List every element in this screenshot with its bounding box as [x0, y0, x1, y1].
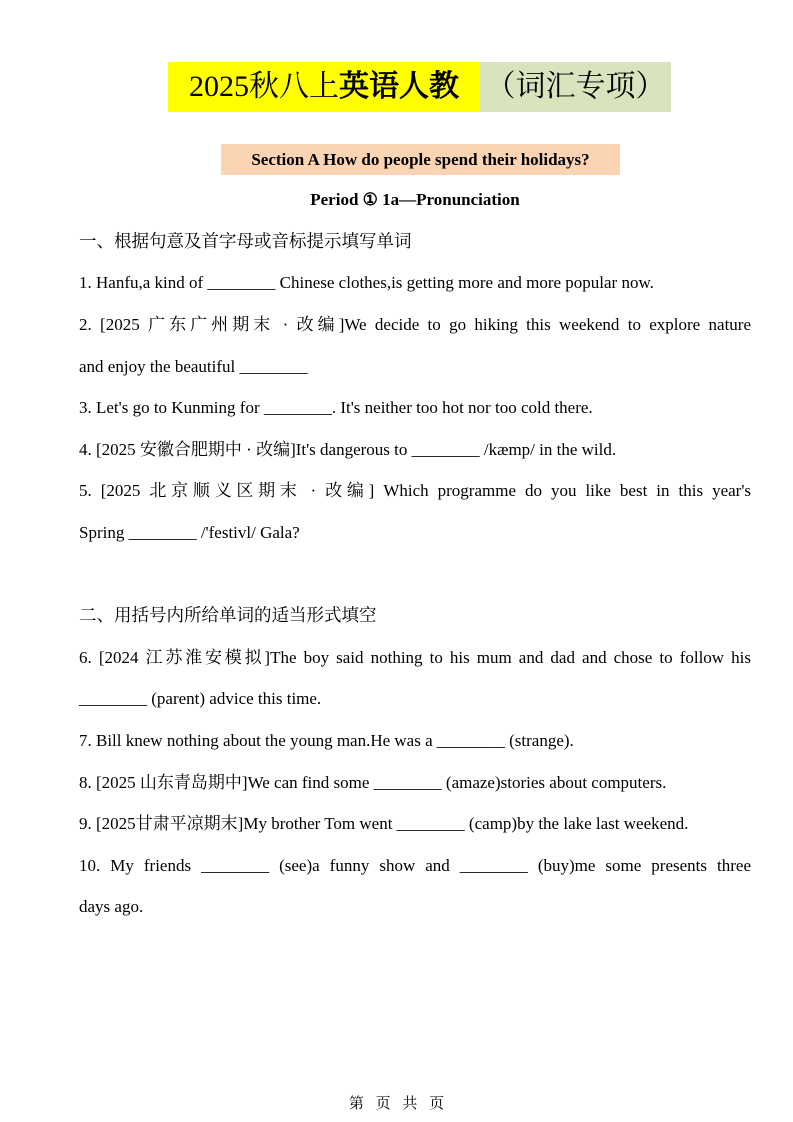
part-1-heading: 一、根据句意及首字母或音标提示填写单词 — [79, 230, 412, 251]
question-6-line-2: ________ (parent) advice this time. — [79, 689, 322, 709]
question-9-line-1: 9. [2025甘肃平凉期末]My brother Tom went ________ (camp)by the lake last weekend. — [79, 814, 689, 834]
question-2-line-1: 2. [2025 广东广州期末 · 改编]We decide to go hiking this weekend to explore nature — [79, 314, 751, 334]
question-7-line-1: 7. Bill knew nothing about the young man.He was a ________ (strange). — [79, 730, 574, 750]
question-8 — [79, 762, 751, 804]
question-5-line-2: Spring ________ /'festivl/ Gala? — [79, 522, 300, 542]
section-banner: Section A How do people spend their holidays? — [221, 144, 620, 175]
document-title — [168, 62, 671, 112]
question-4 — [79, 429, 751, 471]
question-6-line-1: 6. [2024 江苏淮安模拟]The boy said nothing to his mum and dad and chose to follow his — [79, 647, 751, 667]
title-subject-text: 英语人教 — [339, 70, 459, 103]
question-5 — [79, 470, 751, 553]
title-grade-text: 2025秋八上 — [189, 70, 339, 103]
title-highlight-yellow — [168, 62, 480, 112]
question-10-line-2: days ago. — [79, 897, 144, 917]
question-8-line-1: 8. [2025 山东青岛期中]We can find some ________ (amaze)stories about computers. — [79, 772, 667, 792]
title-topic-text: （词汇专项） — [485, 70, 666, 103]
question-1-line-1: 1. Hanfu,a kind of ________ Chinese clothes,is getting more and more popular now. — [79, 273, 654, 293]
question-2 — [79, 304, 751, 387]
title-highlight-green — [480, 62, 671, 112]
question-10 — [79, 845, 751, 928]
question-7 — [79, 720, 751, 762]
question-5-line-1: 5. [2025 北京顺义区期末 · 改编] Which programme do you like best in this year's — [79, 481, 751, 501]
question-2-line-2: and enjoy the beautiful ________ — [79, 356, 308, 376]
question-3-line-1: 3. Let's go to Kunming for ________. It's neither too hot nor too cold there. — [79, 398, 593, 418]
question-4-line-1: 4. [2025 安徽合肥期中 · 改编]It's dangerous to ________ /kæmp/ in the wild. — [79, 439, 617, 459]
question-3 — [79, 387, 751, 429]
period-heading: Period ① 1a—Pronunciation — [310, 190, 520, 210]
question-1 — [79, 262, 751, 304]
question-6 — [79, 637, 751, 720]
part-2-heading: 二、用括号内所给单词的适当形式填空 — [79, 605, 377, 626]
page-footer: 第 页 共 页 — [348, 1096, 445, 1112]
worksheet-body — [79, 179, 751, 928]
question-9 — [79, 803, 751, 845]
question-10-line-1: 10. My friends ________ (see)a funny show and ________ (buy)me some presents three — [79, 855, 751, 875]
blank-spacer — [79, 554, 751, 596]
